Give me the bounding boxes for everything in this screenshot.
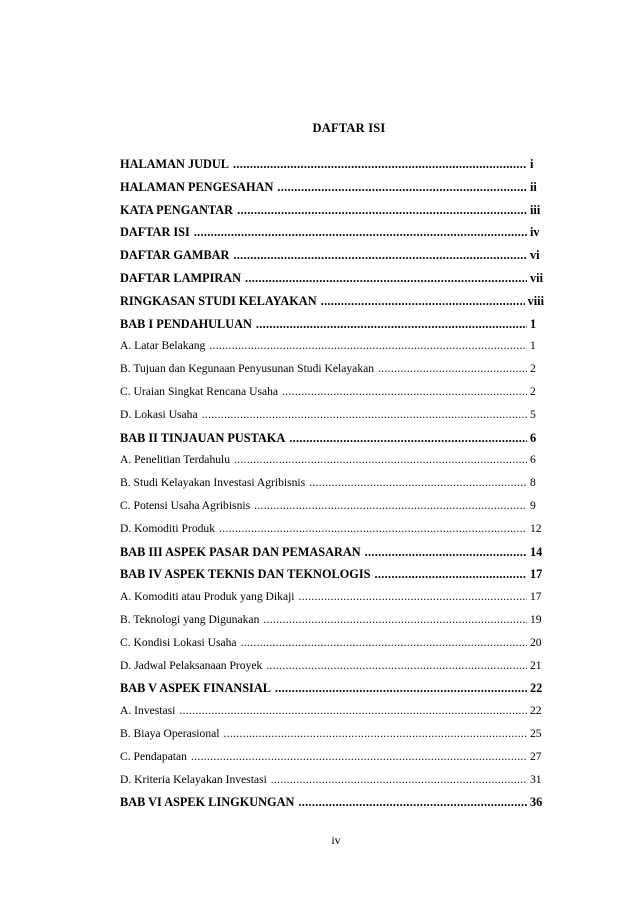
toc-dot-leader xyxy=(179,700,527,723)
toc-entry-page: 9 xyxy=(530,498,536,512)
toc-entry-page: 1 xyxy=(530,339,536,353)
toc-entry-page: 22 xyxy=(530,681,543,696)
page-title: DAFTAR ISI xyxy=(312,121,386,135)
toc-entry[interactable] xyxy=(120,199,544,222)
toc-entry[interactable] xyxy=(120,700,544,723)
toc-entry-label: C. Uraian Singkat Rencana Usaha xyxy=(120,384,279,398)
toc-dot-leader xyxy=(289,427,527,450)
toc-entry[interactable] xyxy=(120,563,544,586)
toc-dot-leader xyxy=(233,153,527,176)
toc-dot-leader xyxy=(277,176,527,199)
toc-dot-leader xyxy=(365,541,527,564)
toc-dot-leader xyxy=(224,723,528,746)
toc-dot-leader xyxy=(209,335,527,358)
toc-entry-label: DAFTAR GAMBAR xyxy=(120,248,230,263)
toc-entry-label: A. Investasi xyxy=(120,704,176,718)
toc-entry-label: A. Komoditi atau Produk yang Dikaji xyxy=(120,590,295,604)
toc-dot-leader xyxy=(271,769,527,792)
toc-entry-page: 1 xyxy=(530,316,537,331)
toc-entry-label: B. Tujuan dan Kegunaan Penyusunan Studi Kelayakan xyxy=(120,362,375,376)
toc-entry-page: vi xyxy=(530,248,540,263)
toc-entry-page: 36 xyxy=(530,795,543,810)
toc-entry[interactable] xyxy=(120,290,544,313)
toc-dot-leader xyxy=(191,746,527,769)
toc-dot-leader xyxy=(378,358,527,381)
toc-dot-leader xyxy=(321,290,525,313)
toc-entry-label: HALAMAN PENGESAHAN xyxy=(120,179,274,194)
toc-entry-page: 20 xyxy=(530,635,542,649)
toc-entry-label: RINGKASAN STUDI KELAYAKAN xyxy=(120,293,317,308)
toc-dot-leader xyxy=(254,495,527,518)
toc-entry-page: 25 xyxy=(530,726,542,740)
toc-entry-page: 27 xyxy=(530,749,542,763)
toc-dot-leader xyxy=(233,244,527,267)
toc-entry[interactable] xyxy=(120,495,544,518)
toc-dot-leader xyxy=(263,609,527,632)
toc-entry-page: 6 xyxy=(530,453,536,467)
toc-entry[interactable] xyxy=(120,267,544,290)
toc-entry[interactable] xyxy=(120,472,544,495)
toc-entry[interactable] xyxy=(120,746,544,769)
toc-entry-page: 12 xyxy=(530,521,542,535)
toc-entry-label: D. Jadwal Pelaksanaan Proyek xyxy=(120,658,263,672)
table-of-contents xyxy=(120,153,544,814)
toc-entry[interactable] xyxy=(120,244,544,267)
page-number: iv xyxy=(331,833,341,847)
toc-entry-label: BAB V ASPEK FINANSIAL xyxy=(120,681,271,696)
toc-entry[interactable] xyxy=(120,609,544,632)
toc-entry-label: D. Lokasi Usaha xyxy=(120,407,198,421)
toc-entry-page: iii xyxy=(530,202,541,217)
toc-dot-leader xyxy=(309,472,527,495)
toc-entry-page: 31 xyxy=(530,772,542,786)
toc-dot-leader xyxy=(298,791,527,814)
toc-entry[interactable] xyxy=(120,632,544,655)
toc-entry[interactable] xyxy=(120,677,544,700)
toc-entry-page: ii xyxy=(530,179,537,194)
toc-entry-page: 14 xyxy=(530,544,543,559)
toc-entry[interactable] xyxy=(120,313,544,336)
toc-entry-page: 17 xyxy=(530,567,543,582)
toc-entry-label: B. Studi Kelayakan Investasi Agribisnis xyxy=(120,476,306,490)
toc-entry[interactable] xyxy=(120,586,544,609)
toc-entry[interactable] xyxy=(120,655,544,678)
toc-entry-page: vii xyxy=(530,270,543,285)
toc-dot-leader xyxy=(374,563,527,586)
toc-entry-label: HALAMAN JUDUL xyxy=(120,157,229,171)
toc-entry-page: iv xyxy=(530,225,540,240)
toc-entry[interactable] xyxy=(120,723,544,746)
toc-entry[interactable] xyxy=(120,518,544,541)
toc-dot-leader xyxy=(245,267,527,290)
toc-dot-leader xyxy=(194,221,527,244)
toc-entry-page: 17 xyxy=(530,590,542,604)
toc-entry-page: viii xyxy=(527,293,544,308)
toc-entry-label: B. Teknologi yang Digunakan xyxy=(120,612,260,626)
toc-entry-page: 5 xyxy=(530,407,536,421)
toc-entry[interactable] xyxy=(120,153,544,176)
toc-entry-label: BAB I PENDAHULUAN xyxy=(120,316,252,331)
toc-entry-label: KATA PENGANTAR xyxy=(120,202,234,217)
toc-entry[interactable] xyxy=(120,404,544,427)
toc-entry-page: 2 xyxy=(530,384,536,398)
toc-entry-label: C. Kondisi Lokasi Usaha xyxy=(120,635,237,649)
toc-entry-label: C. Potensi Usaha Agribisnis xyxy=(120,498,251,512)
toc-entry-label: D. Kriteria Kelayakan Investasi xyxy=(120,772,267,786)
toc-dot-leader xyxy=(202,404,527,427)
toc-entry-page: i xyxy=(530,157,534,171)
toc-dot-leader xyxy=(241,632,527,655)
toc-dot-leader xyxy=(234,449,527,472)
toc-entry[interactable] xyxy=(120,176,544,199)
toc-entry[interactable] xyxy=(120,449,544,472)
toc-entry-label: A. Penelitian Terdahulu xyxy=(120,453,231,467)
toc-entry[interactable] xyxy=(120,541,544,564)
toc-entry-label: DAFTAR LAMPIRAN xyxy=(120,270,242,285)
toc-dot-leader xyxy=(299,586,527,609)
toc-entry-label: DAFTAR ISI xyxy=(120,225,190,240)
toc-entry-page: 2 xyxy=(530,362,536,376)
toc-entry-page: 19 xyxy=(530,612,542,626)
toc-entry-label: BAB VI ASPEK LINGKUNGAN xyxy=(120,795,295,810)
toc-entry[interactable] xyxy=(120,358,544,381)
toc-entry-page: 8 xyxy=(530,476,536,490)
toc-entry-page: 6 xyxy=(530,430,537,445)
toc-entry-label: D. Komoditi Produk xyxy=(120,521,216,535)
toc-entry[interactable] xyxy=(120,427,544,450)
toc-entry[interactable] xyxy=(120,221,544,244)
toc-dot-leader xyxy=(275,677,527,700)
toc-entry[interactable] xyxy=(120,769,544,792)
toc-dot-leader xyxy=(282,381,527,404)
toc-entry[interactable] xyxy=(120,791,544,814)
toc-dot-leader xyxy=(266,655,527,678)
toc-entry[interactable] xyxy=(120,381,544,404)
toc-dot-leader xyxy=(237,199,527,222)
toc-entry-label: B. Biaya Operasional xyxy=(120,726,220,740)
toc-entry-label: BAB III ASPEK PASAR DAN PEMASARAN xyxy=(120,544,361,559)
toc-dot-leader xyxy=(219,518,527,541)
toc-entry-label: A. Latar Belakang xyxy=(120,339,206,353)
toc-entry-page: 22 xyxy=(530,704,542,718)
toc-entry-label: C. Pendapatan xyxy=(120,749,187,763)
toc-entry-label: BAB II TINJAUAN PUSTAKA xyxy=(120,430,286,445)
toc-entry-page: 21 xyxy=(530,658,542,672)
toc-entry[interactable] xyxy=(120,335,544,358)
toc-entry-label: BAB IV ASPEK TEKNIS DAN TEKNOLOGIS xyxy=(120,567,371,582)
toc-dot-leader xyxy=(256,313,527,336)
